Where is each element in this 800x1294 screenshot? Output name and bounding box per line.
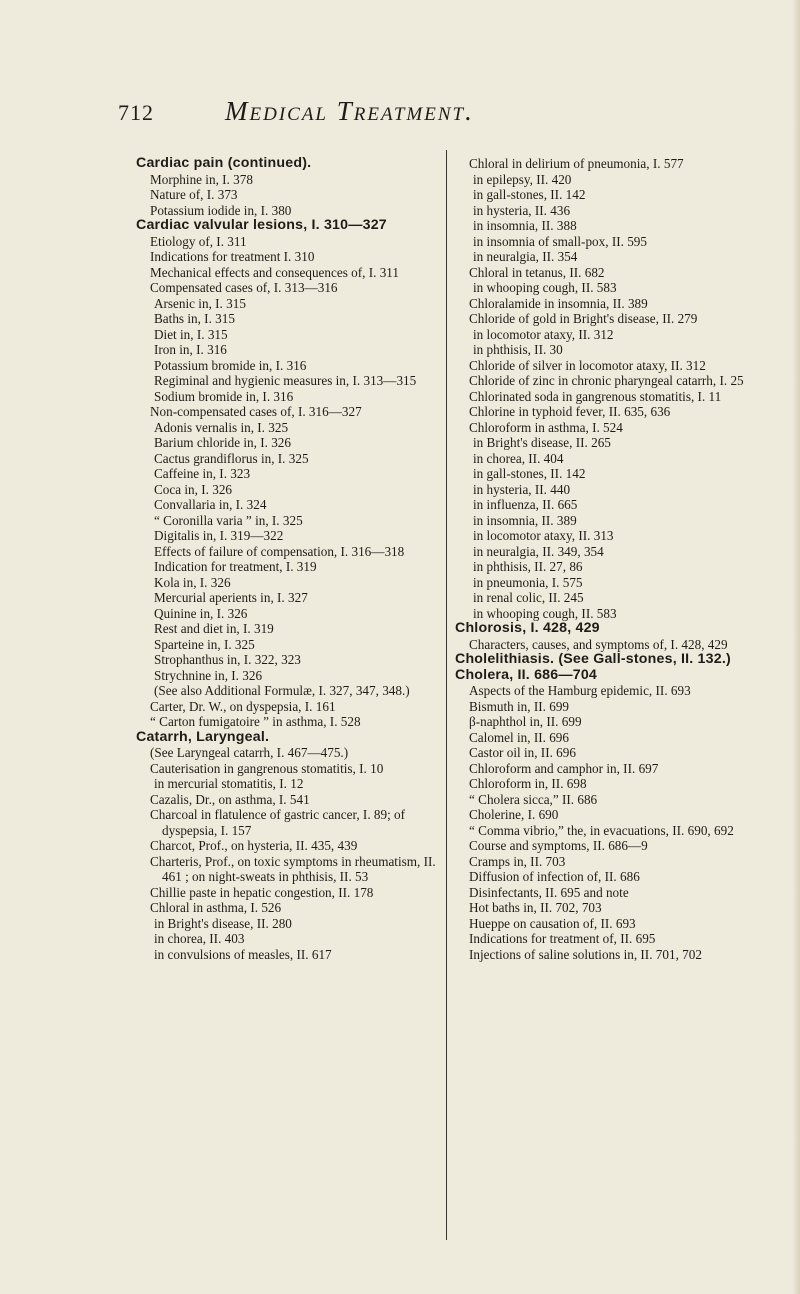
index-entry [461,869,785,885]
index-entry-text: Disinfectants, II. 695 and note [469,884,629,900]
index-entry [473,218,785,234]
index-entry [473,234,785,250]
index-entry-text: Chloralamide in insomnia, II. 389 [469,295,648,311]
index-entry [461,265,785,281]
index-entry-text: Cholerine, I. 690 [469,807,559,822]
index-entry-text: “ Carton fumigatoire ” in asthma, I. 528 [150,714,361,729]
index-entry-text: Chloroform in, II. 698 [469,776,587,791]
index-entry-text: Kola in, I. 326 [154,574,231,590]
page-edge [792,0,800,1294]
index-entry-text: Chloroform in asthma, I. 524 [469,419,623,435]
index-entry [461,885,785,901]
index-entry-text: in Bright's disease, II. 280 [154,915,292,931]
index-entry-text: Chlorine in typhoid fever, II. 635, 636 [469,404,671,419]
index-entry [154,621,456,637]
index-entry [154,373,456,389]
index-entry [461,683,785,699]
index-column-right [455,156,785,962]
index-entry [154,637,456,653]
index-entry-text: in insomnia, II. 389 [473,512,577,528]
index-entry-text: Cauterisation in gangrenous stomatitis, I. 10 [150,760,384,776]
index-entry [154,435,456,451]
index-entry-text: Iron in, I. 316 [154,342,227,357]
index-entry [142,900,456,916]
index-entry-text: Chloroform and camphor in, II. 697 [469,760,659,776]
index-entry [142,265,456,281]
index-entry [154,652,456,668]
index-entry-text: Chloride of silver in locomotor ataxy, II. 312 [469,357,706,373]
index-entry [461,404,785,420]
index-entry-text: Charcot, Prof., on hysteria, II. 435, 439 [150,838,358,853]
index-entry [154,947,456,963]
index-entry-text: in neuralgia, II. 349, 354 [473,543,604,559]
index-entry-text: in neuralgia, II. 354 [473,249,578,264]
index-entry-text: in chorea, II. 403 [154,931,245,946]
index-entry [473,575,785,591]
index-entry [154,497,456,513]
index-entry-text: Coca in, I. 326 [154,481,233,497]
index-entry [473,497,785,513]
index-entry-text: Chlorosis, I. 428, 429 [455,620,600,636]
index-entry [461,916,785,932]
index-entry-text: Regiminal and hygienic measures in, I. 313—315 [154,373,417,388]
index-entry [473,187,785,203]
index-entry-text: Baths in, I. 315 [154,311,235,326]
index-entry [154,482,456,498]
index-entry [154,389,456,405]
index-entry [154,513,456,529]
index-entry [142,807,456,838]
index-entry-text: Rest and diet in, I. 319 [154,621,274,636]
index-heading [455,621,785,637]
index-entry-text: Quinine in, I. 326 [154,605,248,621]
index-entry [154,590,456,606]
index-entry [473,528,785,544]
index-entry-text: in influenza, II. 665 [473,497,578,512]
page-number: 712 [118,100,154,125]
index-entry-text: Cardiac valvular lesions, I. 310—327 [136,217,387,233]
index-entry-text: in renal colic, II. 245 [473,590,584,605]
index-entry-text: Calomel in, II. 696 [469,729,569,745]
index-entry [461,947,785,963]
index-entry-text: Cactus grandiflorus in, I. 325 [154,450,309,466]
index-entry-text: Mechanical effects and consequences of, I. 311 [150,264,399,280]
index-entry [154,342,456,358]
index-entry-text: “ Coronilla varia ” in, I. 325 [154,512,303,528]
index-heading [455,652,785,668]
index-entry [473,590,785,606]
index-entry [461,807,785,823]
index-entry [473,559,785,575]
index-entry-text: Carter, Dr. W., on dyspepsia, I. 161 [150,698,336,714]
index-entry-text: in phthisis, II. 27, 86 [473,559,583,574]
index-entry-text: Potassium iodide in, I. 380 [150,202,292,218]
index-entry [154,311,456,327]
index-entry-text: in gall-stones, II. 142 [473,187,586,202]
index-entry-text: Convallaria in, I. 324 [154,497,267,512]
index-entry [461,637,785,653]
index-entry [473,327,785,343]
index-entry [142,280,456,296]
index-entry-text: Cholera, II. 686—704 [455,666,598,683]
index-entry [142,761,456,777]
index-entry-text: Adonis vernalis in, I. 325 [154,419,289,435]
index-entry-text: Castor oil in, II. 696 [469,745,576,760]
index-entry-text: Bismuth in, II. 699 [469,698,570,714]
index-entry-text: Cazalis, Dr., on asthma, I. 541 [150,791,310,807]
index-entry [154,296,456,312]
index-heading [136,218,456,234]
index-entry [154,606,456,622]
index-entry [461,776,785,792]
index-entry-text: “ Cholera sicca,” II. 686 [469,791,598,807]
index-entry [154,358,456,374]
index-entry-text: in phthisis, II. 30 [473,342,563,357]
index-entry [461,823,785,839]
index-entry [461,389,785,405]
index-entry-text: Charcoal in flatulence of gastric cancer, I. 89; of dyspepsia, I. 157 [150,807,406,838]
index-entry [461,745,785,761]
index-entry-text: in convulsions of measles, II. 617 [154,946,332,962]
index-entry-text: in locomotor ataxy, II. 313 [473,528,614,543]
index-entry-text: Chloride of gold in Bright's disease, II. 279 [469,311,698,326]
index-entry [154,327,456,343]
index-entry [473,203,785,219]
index-entry-text: in hysteria, II. 440 [473,481,571,497]
index-entry [154,776,456,792]
index-entry-text: in hysteria, II. 436 [473,202,571,218]
index-entry [142,792,456,808]
index-entry-text: Cholelithiasis. (See Gall-stones, II. 132.) [455,651,731,667]
index-entry-text: Non-compensated cases of, I. 316—327 [150,404,362,419]
index-entry [154,528,456,544]
index-entry [461,420,785,436]
index-column-left [136,156,456,962]
running-title: Medical Treatment. [225,96,474,126]
index-entry [142,699,456,715]
index-entry [473,513,785,529]
index-entry [473,482,785,498]
index-entry-text: in locomotor ataxy, II. 312 [473,326,614,342]
index-entry-text: in gall-stones, II. 142 [473,466,586,481]
index-entry [461,699,785,715]
page-header [118,96,758,136]
index-entry [154,931,456,947]
index-entry-text: in mercurial stomatitis, I. 12 [154,776,304,791]
index-entry-text: Cramps in, II. 703 [469,853,566,869]
index-entry-text: in whooping cough, II. 583 [473,280,617,295]
index-entry-text: Compensated cases of, I. 313—316 [150,280,338,295]
index-entry-text: Indication for treatment, I. 319 [154,559,317,574]
index-entry-text: Diet in, I. 315 [154,326,228,342]
index-entry [142,885,456,901]
index-entry-text: in epilepsy, II. 420 [473,171,572,187]
index-entry [142,249,456,265]
index-entry [461,761,785,777]
index-entry [154,668,456,684]
index-entry-text: in insomnia of small-pox, II. 595 [473,233,647,249]
index-entry [154,575,456,591]
index-entry [473,249,785,265]
index-entry [461,854,785,870]
index-entry [461,296,785,312]
index-entry-text: Chlorinated soda in gangrenous stomatitis, I. 11 [469,388,722,404]
index-entry [473,342,785,358]
index-entry-text: Strychnine in, I. 326 [154,667,263,683]
index-entry-text: Morphine in, I. 378 [150,171,253,187]
index-entry [461,156,785,172]
index-entry-text: Aspects of the Hamburg epidemic, II. 693 [469,683,691,698]
index-entry [154,916,456,932]
index-entry [461,714,785,730]
index-entry-text: Barium chloride in, I. 326 [154,435,291,450]
index-entry [461,358,785,374]
index-entry [473,606,785,622]
index-entry-text: Indications for treatment I. 310 [150,249,315,264]
index-entry-text: (See also Additional Formulæ, I. 327, 347, 348.) [154,683,410,698]
index-entry-text: in insomnia, II. 388 [473,218,577,233]
index-entry-text: (See Laryngeal catarrh, I. 467—475.) [150,745,349,760]
index-entry-text: Chloral in tetanus, II. 682 [469,264,605,280]
index-entry-text: Potassium bromide in, I. 316 [154,357,307,373]
index-entry-text: Hot baths in, II. 702, 703 [469,900,602,915]
index-entry [142,404,456,420]
index-entry [142,838,456,854]
index-entry-text: Chloride of zinc in chronic pharyngeal catarrh, I. 25 [469,373,744,388]
index-entry [154,544,456,560]
index-entry-text: Chillie paste in hepatic congestion, II. 178 [150,884,374,900]
index-entry [142,203,456,219]
index-entry [142,714,456,730]
index-entry-text: Mercurial aperients in, I. 327 [154,590,308,605]
index-entry-text: Chloral in delirium of pneumonia, I. 577 [469,156,684,171]
index-entry [473,435,785,451]
index-entry-text: Charteris, Prof., on toxic symptoms in rheumatism, II. 461 ; on night-sweats in phthisis, II. 53 [150,853,436,884]
index-entry-text: in chorea, II. 404 [473,450,564,466]
index-entry [461,838,785,854]
index-entry-text: in whooping cough, II. 583 [473,605,617,621]
index-entry-text: Arsenic in, I. 315 [154,295,246,311]
index-entry-text: Course and symptoms, II. 686—9 [469,838,648,853]
index-entry [142,234,456,250]
index-entry [154,683,456,699]
index-entry [461,792,785,808]
index-entry-text: β-naphthol in, II. 699 [469,714,582,729]
index-entry [154,559,456,575]
index-entry-text: Sparteine in, I. 325 [154,636,255,652]
index-entry [154,451,456,467]
index-entry [473,280,785,296]
index-entry [461,311,785,327]
index-entry [461,730,785,746]
index-entry [154,466,456,482]
index-entry-text: in Bright's disease, II. 265 [473,435,611,450]
index-entry-text: Strophanthus in, I. 322, 323 [154,652,301,667]
index-entry-text: Effects of failure of compensation, I. 316—318 [154,543,405,559]
index-entry [461,931,785,947]
index-entry-text: Injections of saline solutions in, II. 701, 702 [469,946,702,962]
index-heading [136,730,456,746]
index-entry [461,900,785,916]
index-entry-text: Diffusion of infection of, II. 686 [469,869,640,884]
index-entry [461,373,785,389]
index-entry-text: Indications for treatment of, II. 695 [469,931,656,946]
index-entry-text: Chloral in asthma, I. 526 [150,900,282,915]
index-entry [473,544,785,560]
index-heading [136,156,456,172]
index-entry-text: Catarrh, Laryngeal. [136,728,270,745]
index-entry [473,466,785,482]
index-entry-text: Characters, causes, and symptoms of, I. 428, 429 [469,636,728,652]
index-entry-text: “ Comma vibrio,” the, in evacuations, II. 690, 692 [469,822,734,838]
index-entry [142,854,456,885]
index-entry [142,172,456,188]
index-entry [142,187,456,203]
index-entry-text: Sodium bromide in, I. 316 [154,388,294,404]
index-entry [154,420,456,436]
index-entry-text: in pneumonia, I. 575 [473,574,583,590]
index-entry [473,172,785,188]
index-heading [455,668,785,684]
index-entry [473,451,785,467]
index-entry-text: Nature of, I. 373 [150,187,238,202]
index-entry-text: Etiology of, I. 311 [150,233,247,249]
index-entry-text: Cardiac pain (continued). [136,155,312,171]
index-entry-text: Caffeine in, I. 323 [154,466,251,481]
index-entry-text: Digitalis in, I. 319—322 [154,528,284,543]
index-entry [142,745,456,761]
index-entry-text: Hueppe on causation of, II. 693 [469,915,636,931]
